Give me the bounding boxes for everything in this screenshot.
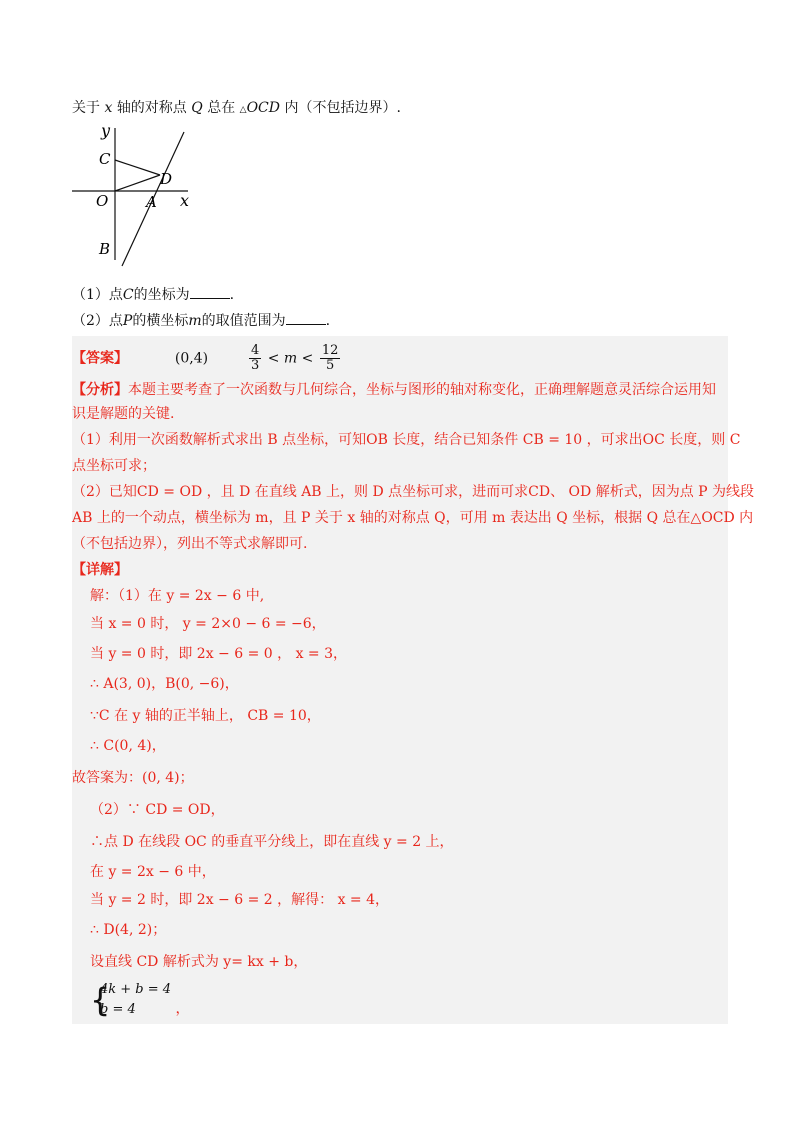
frac-right-den: 5 (325, 358, 335, 373)
question-1 (72, 284, 234, 305)
q1-blank (190, 284, 230, 299)
label-d: D (160, 170, 173, 188)
q1-c: C (122, 287, 134, 303)
segment-cd (115, 160, 160, 175)
analysis-line-3: （1）利用一次函数解析式求出 B 点坐标，可知OB 长度，结合已知条件 CB = 10 ，可求出OC 长度，则 C (72, 432, 741, 448)
q2-p: P (122, 313, 133, 329)
analysis-line-2: 识是解题的关键. (72, 406, 175, 422)
q2-blank (286, 310, 326, 325)
label-a: A (146, 193, 157, 211)
answer-frac-right (320, 344, 341, 373)
q1-text-b: 的坐标为 (133, 287, 190, 303)
intro-x: x (104, 100, 113, 116)
frac-left-den: 3 (251, 358, 260, 373)
analysis-label: 【分析】 (72, 382, 128, 398)
detail-line-2: 当 x = 0 时， y = 2×0 − 6 = −6， (90, 616, 326, 632)
label-y: y (101, 121, 111, 140)
brace-symbol: { (90, 981, 111, 1019)
detail-line-6: ∴ C(0, 4)， (90, 738, 166, 754)
detail-line-9: ∴点 D 在线段 OC 的垂直平分线上，即在直线 y = 2 上， (90, 834, 454, 850)
intro-text-c: 总在 (207, 100, 236, 116)
intro-text-a: 关于 (72, 100, 100, 116)
answer-1: (0,4) (174, 350, 209, 367)
detail-line-4: ∴ A(3, 0)，B(0, −6)， (90, 676, 239, 692)
label-x: x (180, 191, 190, 210)
label-c: C (99, 150, 111, 168)
q2-text-b: 的横坐标 (132, 313, 189, 329)
detail-line-5: ∵C 在 y 轴的正半轴上， CB = 10， (90, 708, 321, 724)
detail-line-1: 解：（1）在 y = 2x − 6 中, (90, 588, 265, 604)
q1-text-a: （1）点 (72, 287, 123, 303)
intro-text-b: 轴的对称点 (116, 100, 187, 116)
label-b: B (99, 240, 111, 258)
triangle-symbol: △ (239, 105, 247, 115)
analysis-line-6: AB 上的一个动点，横坐标为 m，且 P 关于 x 轴的对称点 Q，可用 m 表达出 Q 坐标，根据 Q 总在△OCD 内 (72, 510, 754, 526)
answer-label: 【答案】 (72, 350, 128, 367)
q2-text-d: . (325, 313, 331, 329)
answer-frac-left (249, 344, 261, 373)
analysis-line-7: （不包括边界），列出不等式求解即可. (72, 536, 308, 552)
system-equation-1: 4k + b = 4 (100, 982, 172, 997)
system-equation-2: b = 4 (100, 1002, 136, 1017)
detail-label: 【详解】 (72, 562, 128, 578)
detail-line-3: 当 y = 0 时，即 2x − 6 = 0 ， x = 3， (90, 646, 348, 662)
detail-line-11: 当 y = 2 时，即 2x − 6 = 2 ，解得： x = 4， (90, 892, 390, 908)
question-2 (72, 310, 330, 331)
frac-right-num: 12 (321, 343, 339, 358)
detail-line-13: 设直线 CD 解析式为 y= kx + b， (90, 954, 308, 970)
label-o: O (96, 192, 109, 210)
q2-text-c: 的取值范围为 (201, 313, 286, 329)
answer-line (72, 344, 342, 374)
q2-m: m (188, 313, 202, 329)
answer-2-mid: < m < (267, 350, 314, 367)
analysis-line-4: 点坐标可求； (72, 458, 156, 474)
intro-line (72, 98, 401, 120)
analysis-text-1: 本题主要考查了一次函数与几何综合，坐标与图形的轴对称变化，正确理解题意灵活综合运用知 (128, 382, 716, 398)
coordinate-figure (70, 120, 210, 270)
intro-ocd: OCD (246, 100, 280, 116)
system-tail: ， (175, 1001, 190, 1017)
detail-line-10: 在 y = 2x − 6 中， (90, 864, 216, 880)
detail-line-8: （2）∵ CD = OD， (90, 802, 225, 818)
q1-text-c: . (229, 287, 235, 303)
analysis-line-5: （2）已知CD = OD ，且 D 在直线 AB 上，则 D 点坐标可求，进而可求CD、 OD 解析式，因为点 P 为线段 (72, 484, 755, 500)
intro-text-d: 内（不包括边界）. (284, 100, 401, 116)
detail-line-7: 故答案为：(0, 4)； (72, 770, 194, 786)
intro-q: Q (191, 100, 203, 116)
segment-od (115, 175, 160, 191)
equation-system-body (90, 980, 171, 1020)
detail-line-12: ∴ D(4, 2)； (90, 922, 167, 938)
frac-left-num: 4 (251, 343, 260, 358)
equation-system (90, 980, 190, 1022)
q2-text-a: （2）点 (72, 313, 123, 329)
analysis-line-1 (72, 380, 722, 400)
